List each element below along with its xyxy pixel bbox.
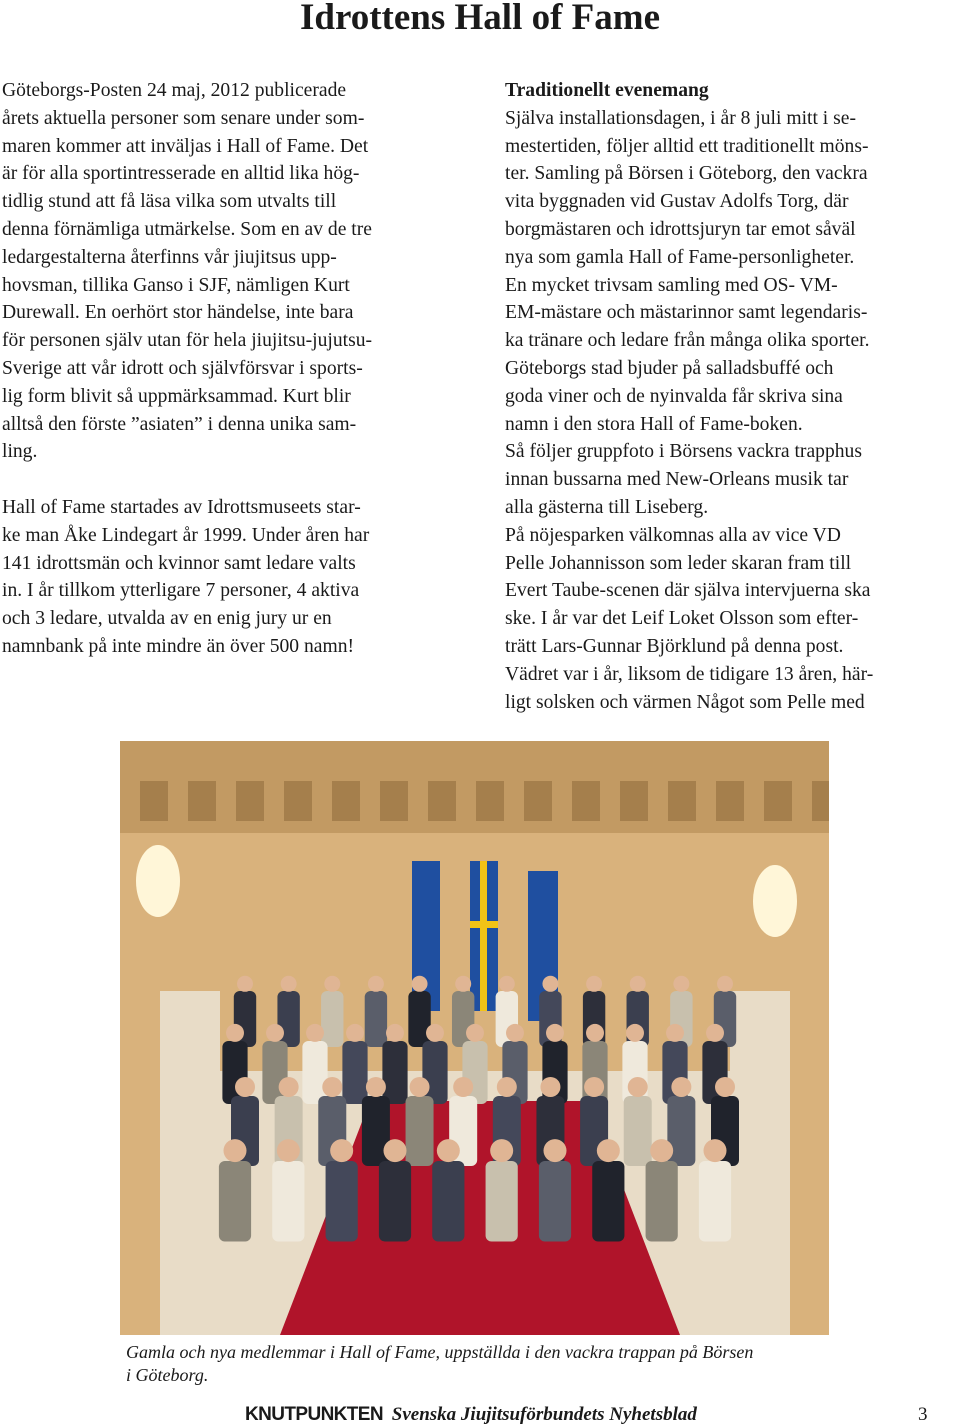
text-line: är för alla sportintresserade en alltid lika hög- [2,163,360,185]
photo-person-head [499,976,515,992]
photo-person [272,1161,304,1242]
text-line: En mycket trivsam samling med OS- VM- [505,274,838,296]
photo-baluster [812,781,829,821]
text-line: Så följer gruppfoto i Börsens vackra trapphus [505,441,862,463]
text-line: och 3 ledare, utvalda av en enig jury ur en [2,608,332,630]
text-line: Hall of Fame startades av Idrottsmuseets star- [2,496,361,518]
photo-person-head [542,976,558,992]
footer [245,1403,697,1427]
photo-person-head [322,1077,342,1097]
photo-person-head [490,1139,513,1162]
photo-person [326,1161,358,1242]
photo-person [219,1161,251,1242]
photo-person [422,1041,447,1104]
photo-baluster [428,781,456,821]
text-line: ske. I år var det Leif Loket Olsson som efter- [505,608,859,630]
photo-person [539,1161,571,1242]
photo-person [646,1161,678,1242]
photo-person-head [437,1139,460,1162]
photo-person-head [366,1077,386,1097]
text-line: mestertiden, följer alltid ett traditionellt möns- [505,135,869,157]
right-column [505,77,960,716]
photo-person [382,1041,407,1104]
photo-person-head [715,1077,735,1097]
photo-baluster [620,781,648,821]
photo-baluster [188,781,216,821]
photo-baluster [236,781,264,821]
text-line: in. I år tillkom ytterligare 7 personer, 4 aktiva [2,580,360,602]
photo-person-head [330,1139,353,1162]
footer-brand: KNUTPUNKTEN [245,1404,384,1425]
text-line: hovsman, tillika Ganso i SJF, nämligen Kurt [2,274,350,296]
photo-person-head [506,1024,524,1042]
photo-flag-cross [480,861,487,1011]
text-line: EM-mästare och mästarinnor samt legendaris- [505,302,868,324]
photo-lamp-left [136,845,180,917]
text-line: denna förnämliga utmärkelse. Som en av de tre [2,218,372,240]
photo-person-head [412,976,428,992]
photo-baluster [572,781,600,821]
text-line [2,466,470,494]
photo-person-head [237,976,253,992]
text-line: namnbank på inte mindre än över 500 namn! [2,635,355,657]
photo-person-head [426,1024,444,1042]
photo-person [406,1096,434,1166]
photo-balusters [140,781,829,821]
photo-person-head [453,1077,473,1097]
photo-person [379,1161,411,1242]
photo-person-head [266,1024,284,1042]
photo-person-head [224,1139,247,1162]
text-line: ka tränare och ledare från många olika sporter. [505,330,870,352]
caption-line: i Göteborg. [126,1365,209,1385]
text-line: för personen själv utan för hela jiujitsu-jujutsu- [2,330,373,352]
photo-pillar-right [730,991,790,1335]
footer-publication: Svenska Jiujitsuförbundets Nyhetsblad [391,1404,697,1425]
photo-baluster [284,781,312,821]
text-line: ligt solsken och värmen Något som Pelle med [505,691,865,713]
photo-person-head [666,1024,684,1042]
photo-person-head [597,1139,620,1162]
photo-person-head [673,976,689,992]
photo-person-head [497,1077,517,1097]
photo-person-head [540,1077,560,1097]
photo-person-head [410,1077,430,1097]
text-line: Själva installationsdagen, i år 8 juli mitt i se- [505,107,856,129]
photo-person-head [717,976,733,992]
photo-baluster [668,781,696,821]
text-line: Pelle Johannisson som leder skaran fram till [505,552,852,574]
text-line: Durewall. En oerhört stor händelse, inte bara [2,302,354,324]
photo-person [624,1096,652,1166]
photo-person-head [586,976,602,992]
photo-pillar-left [160,991,220,1335]
photo-person [592,1161,624,1242]
text-line: årets aktuella personer som senare under som- [2,107,365,129]
photo-person-head [324,976,340,992]
text-line: nya som gamla Hall of Fame-personligheter. [505,246,855,268]
photo-flag-cross [470,921,498,928]
text-line: 141 idrottsmän och kvinnor samt ledare valts [2,552,356,574]
text-line: tidlig stund att få läsa vilka som utvalts till [2,191,337,213]
text-line: trätt Lars-Gunnar Björklund på denna post. [505,635,844,657]
photo-person-head [544,1139,567,1162]
photo-person [699,1161,731,1242]
page-number: 3 [918,1404,928,1425]
photo-person [365,991,387,1047]
photo-person-head [706,1024,724,1042]
text-line: Göteborgs-Posten 24 maj, 2012 publicerade [2,80,347,101]
photo-baluster [524,781,552,821]
photo-person-head [346,1024,364,1042]
photo-person-head [586,1024,604,1042]
photo-person-head [226,1024,244,1042]
left-column [2,77,470,661]
photo-baluster [140,781,168,821]
caption-line: Gamla och nya medlemmar i Hall of Fame, uppställda i den vackra trappan på Börsen [126,1342,754,1362]
photo-person-head [306,1024,324,1042]
group-photo [120,741,829,1335]
photo-person [302,1041,327,1104]
photo-person-head [277,1139,300,1162]
text-line: ledargestalterna återfinns vår jiujitsus upp- [2,246,337,268]
text-line: ter. Samling på Börsen i Göteborg, den vackra [505,163,868,185]
text-line: ling. [2,441,38,463]
text-line: alltså den förste ”asiaten” i denna unika sam- [2,413,357,435]
photo-person [342,1041,367,1104]
photo-person-head [386,1024,404,1042]
photo-person-head [546,1024,564,1042]
text-line: alla gästerna till Liseberg. [505,496,709,518]
photo-baluster [716,781,744,821]
photo-person-head [671,1077,691,1097]
photo-baluster [380,781,408,821]
text-line: goda viner och de nyinvalda får skriva sina [505,385,843,407]
text-line: borgmästaren och idrottsjuryn tar emot såväl [505,218,856,240]
photo-person-head [279,1077,299,1097]
text-line: namn i den stora Hall of Fame-boken. [505,413,803,435]
text-line: Sverige att vår idrott och självförsvar i sports- [2,357,363,379]
text-line: innan bussarna med New-Orleans musik tar [505,469,849,491]
text-line: Göteborgs stad bjuder på salladsbuffé och [505,357,834,379]
photo-person [432,1161,464,1242]
page-title: Idrottens Hall of Fame [299,0,661,38]
text-line: lig form blivit så uppmärksammad. Kurt blir [2,385,351,407]
text-line: ke man Åke Lindegart år 1999. Under åren har [2,524,370,546]
text-line: Evert Taube-scenen där själva intervjuerna ska [505,580,871,602]
photo-person [321,991,343,1047]
photo-lamp-right [753,865,797,937]
text-line: maren kommer att inväljas i Hall of Fame. Det [2,135,369,157]
text-line: Vädret var i år, liksom de tidigare 13 åren, här- [505,663,874,685]
photo-person [408,991,430,1047]
photo-person-head [235,1077,255,1097]
photo-person-head [626,1024,644,1042]
photo-person-head [455,976,471,992]
section-subheading: Traditionellt evenemang [505,80,709,101]
photo-person-head [368,976,384,992]
photo-person-head [704,1139,727,1162]
photo-person-head [630,976,646,992]
photo-baluster [332,781,360,821]
photo-baluster [476,781,504,821]
text-line: vita byggnaden vid Gustav Adolfs Torg, där [505,191,849,213]
photo-baluster [764,781,792,821]
photo-person-head [384,1139,407,1162]
photo-person-head [466,1024,484,1042]
photo-caption [126,1341,846,1387]
photo-person-head [281,976,297,992]
photo-person [486,1161,518,1242]
text-line: På nöjesparken välkomnas alla av vice VD [505,524,841,546]
photo-person-head [650,1139,673,1162]
photo-person-head [584,1077,604,1097]
photo-person-head [628,1077,648,1097]
